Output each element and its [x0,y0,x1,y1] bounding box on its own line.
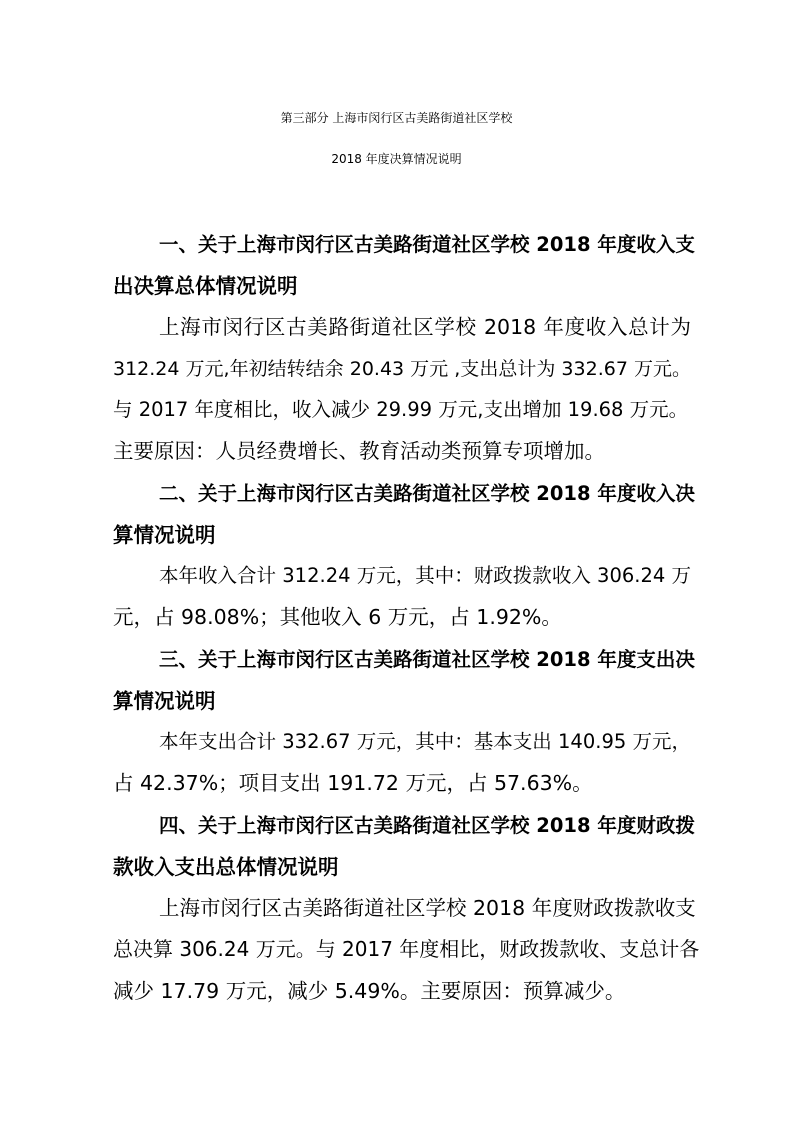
document-title-line1: 第三部分 上海市闵行区古美路街道社区学校 [280,111,513,125]
section-2-heading: 二、关于上海市闵行区古美路街道社区学校 2018 年度收入决 [159,482,695,505]
section-4-heading: 四、关于上海市闵行区古美路街道社区学校 2018 年度财政拨 [159,814,695,837]
section-4-body-line: 上海市闵行区古美路街道社区学校 2018 年度财政拨款收支 [159,896,696,920]
section-1-body-line: 上海市闵行区古美路街道社区学校 2018 年度收入总计为 [159,315,691,339]
section-2-heading-cont: 算情况说明 [113,523,216,547]
section-3-body-line: 本年支出合计 332.67 万元，其中：基本支出 140.95 万元， [159,730,691,753]
section-1-body-line: 主要原因：人员经费增长、教育活动类预算专项增加。 [113,439,605,463]
section-4-heading-cont: 款收入支出总体情况说明 [113,855,339,879]
section-1-heading: 一、关于上海市闵行区古美路街道社区学校 2018 年度收入支 [159,233,695,256]
section-1-body-line: 与 2017 年度相比，收入减少 29.99 万元,支出增加 19.68 万元。 [113,398,689,421]
section-2-body-line: 元，占 98.08%；其他收入 6 万元，占 1.92%。 [113,605,562,629]
section-1-body-line: 312.24 万元,年初结转结余 20.43 万元 ,支出总计为 332.67 万元。 [113,358,691,380]
document-title-line2: 2018 年度决算情况说明 [331,152,462,166]
section-3-heading-cont: 算情况说明 [113,689,216,713]
section-4-body-line: 减少 17.79 万元，减少 5.49%。主要原因：预算减少。 [113,979,626,1003]
section-2-body-line: 本年收入合计 312.24 万元，其中：财政拨款收入 306.24 万 [159,564,691,587]
section-4-body-line: 总决算 306.24 万元。与 2017 年度相比，财政拨款收、支总计各 [113,937,700,961]
section-3-heading: 三、关于上海市闵行区古美路街道社区学校 2018 年度支出决 [159,648,695,671]
section-3-body-line: 占 42.37%；项目支出 191.72 万元，占 57.63%。 [113,771,593,795]
section-1-heading-cont: 出决算总体情况说明 [113,274,298,298]
